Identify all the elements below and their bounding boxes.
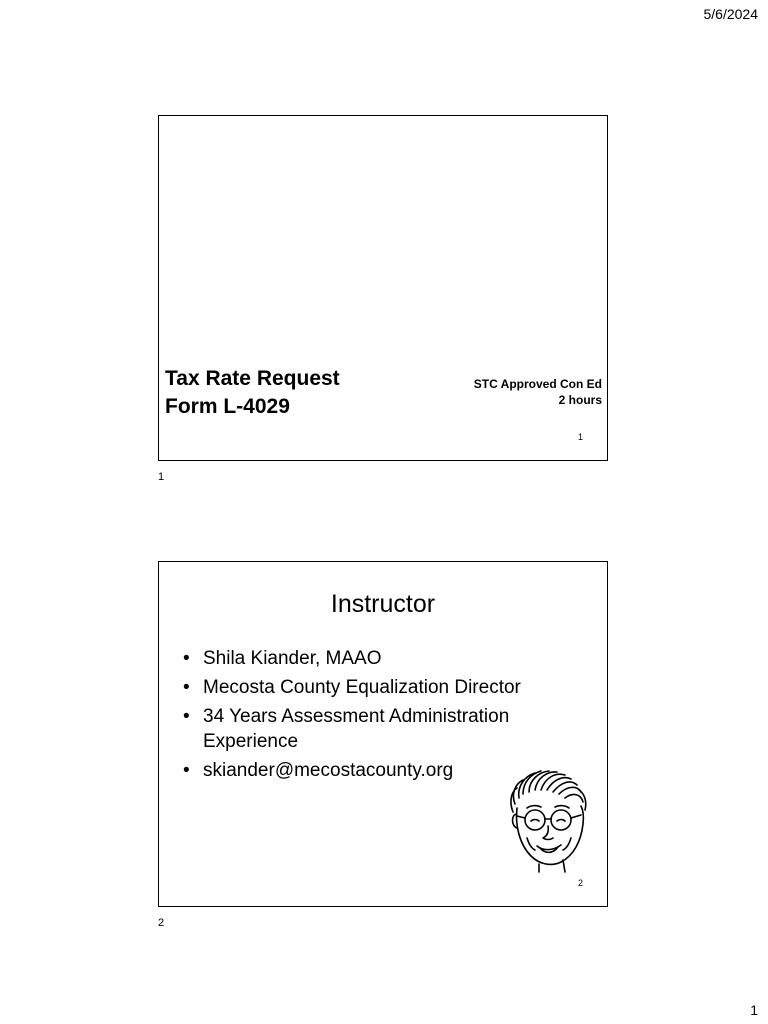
slide-2-number: 2 <box>577 878 583 888</box>
slide-1-number: 1 <box>577 432 583 442</box>
slide-1 <box>158 115 608 461</box>
list-item-text: 34 Years Assessment Administration Experience <box>203 706 510 752</box>
list-item <box>183 646 583 671</box>
slide-2 <box>158 561 608 907</box>
slide-2-heading: Instructor <box>330 590 436 618</box>
instructor-portrait-icon <box>505 768 591 874</box>
slide-1-subtitle-line-2: 2 hours <box>558 393 602 407</box>
print-date: 5/6/2024 <box>703 6 758 22</box>
list-item-text: Mecosta County Equalization Director <box>203 677 521 698</box>
bullet-icon: • <box>183 706 190 727</box>
slide-1-subtitle-line-1: STC Approved Con Ed <box>473 377 602 391</box>
slide-1-subtitle <box>474 376 602 408</box>
slide-1-caption: 1 <box>158 471 165 483</box>
slide-1-title-line-1: Tax Rate Request <box>165 367 340 390</box>
slide-1-title <box>165 365 340 421</box>
list-item <box>183 704 583 754</box>
bullet-icon: • <box>183 760 190 781</box>
slide-2-bullet-list <box>183 646 583 787</box>
slide-1-title-line-2: Form L-4029 <box>165 395 290 418</box>
bullet-icon: • <box>183 677 190 698</box>
list-item-text: Shila Kiander, MAAO <box>203 648 382 669</box>
list-item-text: skiander@mecostacounty.org <box>203 760 454 781</box>
bullet-icon: • <box>183 648 190 669</box>
page-number: 1 <box>750 1002 758 1018</box>
list-item <box>183 675 583 700</box>
slide-2-caption: 2 <box>158 917 165 929</box>
